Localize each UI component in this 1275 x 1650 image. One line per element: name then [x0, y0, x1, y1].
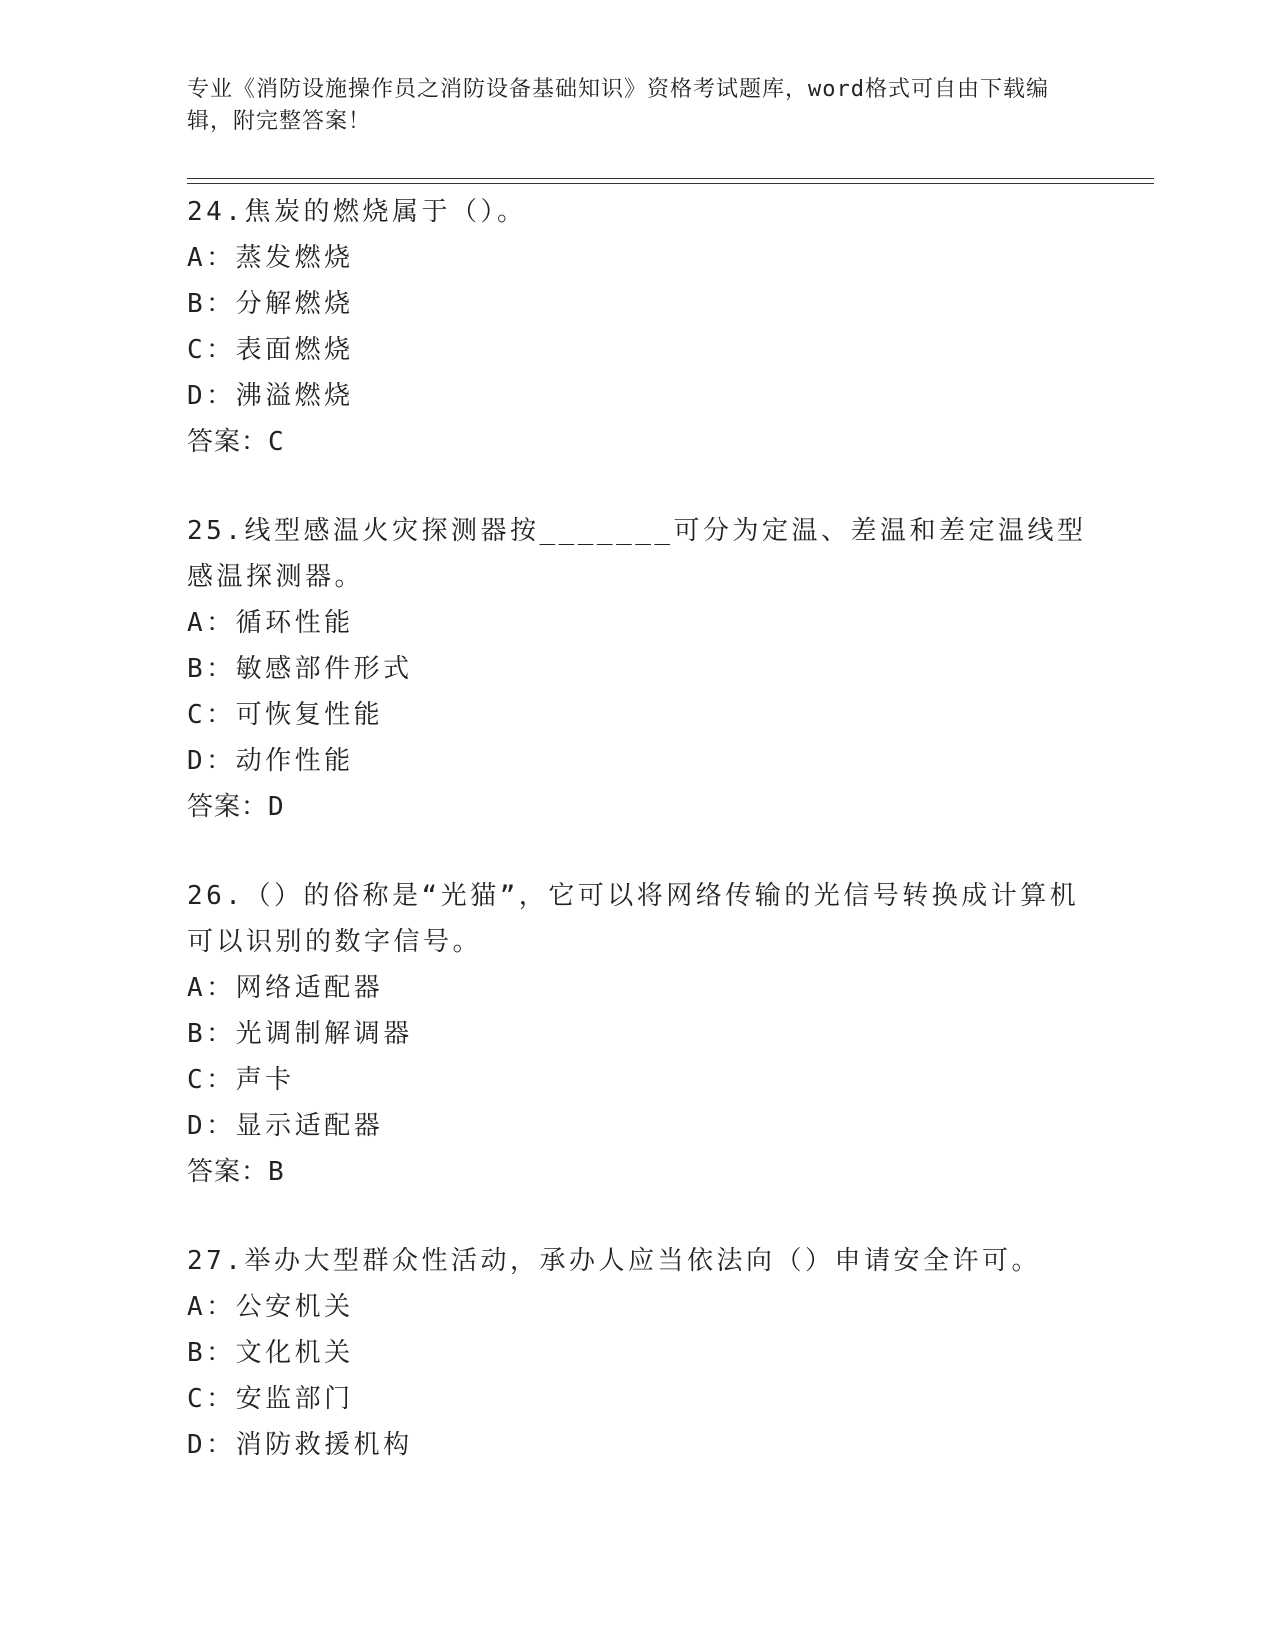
- option-c: C：安监部门: [187, 1384, 354, 1414]
- answer: 答案：B: [187, 1157, 285, 1187]
- answer: 答案：D: [187, 792, 285, 822]
- question-stem: 26.（）的俗称是“光猫”，它可以将网络传输的光信号转换成计算机可以识别的数字信号。: [187, 881, 1080, 957]
- option-d: D：显示适配器: [187, 1111, 384, 1141]
- option-c: C：表面燃烧: [187, 335, 354, 365]
- page-header: 专业《消防设施操作员之消防设备基础知识》资格考试题库，word格式可自由下载编辑，附完整答案！: [187, 77, 1049, 134]
- question-25: [187, 508, 1107, 830]
- question-27: [187, 1238, 1107, 1468]
- option-d: D：动作性能: [187, 746, 354, 776]
- option-b: B：光调制解调器: [187, 1019, 413, 1049]
- question-26: [187, 873, 1107, 1195]
- question-stem: 27.举办大型群众性活动，承办人应当依法向（）申请安全许可。: [187, 1246, 1041, 1276]
- option-c: C：可恢复性能: [187, 700, 384, 730]
- option-d: D：沸溢燃烧: [187, 381, 354, 411]
- option-a: A：蒸发燃烧: [187, 243, 354, 273]
- question-stem: 25.线型感温火灾探测器按_______可分为定温、差温和差定温线型感温探测器。: [187, 516, 1087, 592]
- option-a: A：循环性能: [187, 608, 354, 638]
- option-a: A：网络适配器: [187, 973, 384, 1003]
- option-b: B：分解燃烧: [187, 289, 354, 319]
- option-b: B：文化机关: [187, 1338, 354, 1368]
- answer: 答案：C: [187, 427, 285, 457]
- option-b: B：敏感部件形式: [187, 654, 413, 684]
- option-a: A：公安机关: [187, 1292, 354, 1322]
- question-list: [187, 189, 1107, 1511]
- option-d: D：消防救援机构: [187, 1430, 413, 1460]
- question-24: [187, 189, 1107, 465]
- header-divider: [187, 178, 1154, 184]
- option-c: C：声卡: [187, 1065, 295, 1095]
- question-stem: 24.焦炭的燃烧属于（）。: [187, 197, 527, 227]
